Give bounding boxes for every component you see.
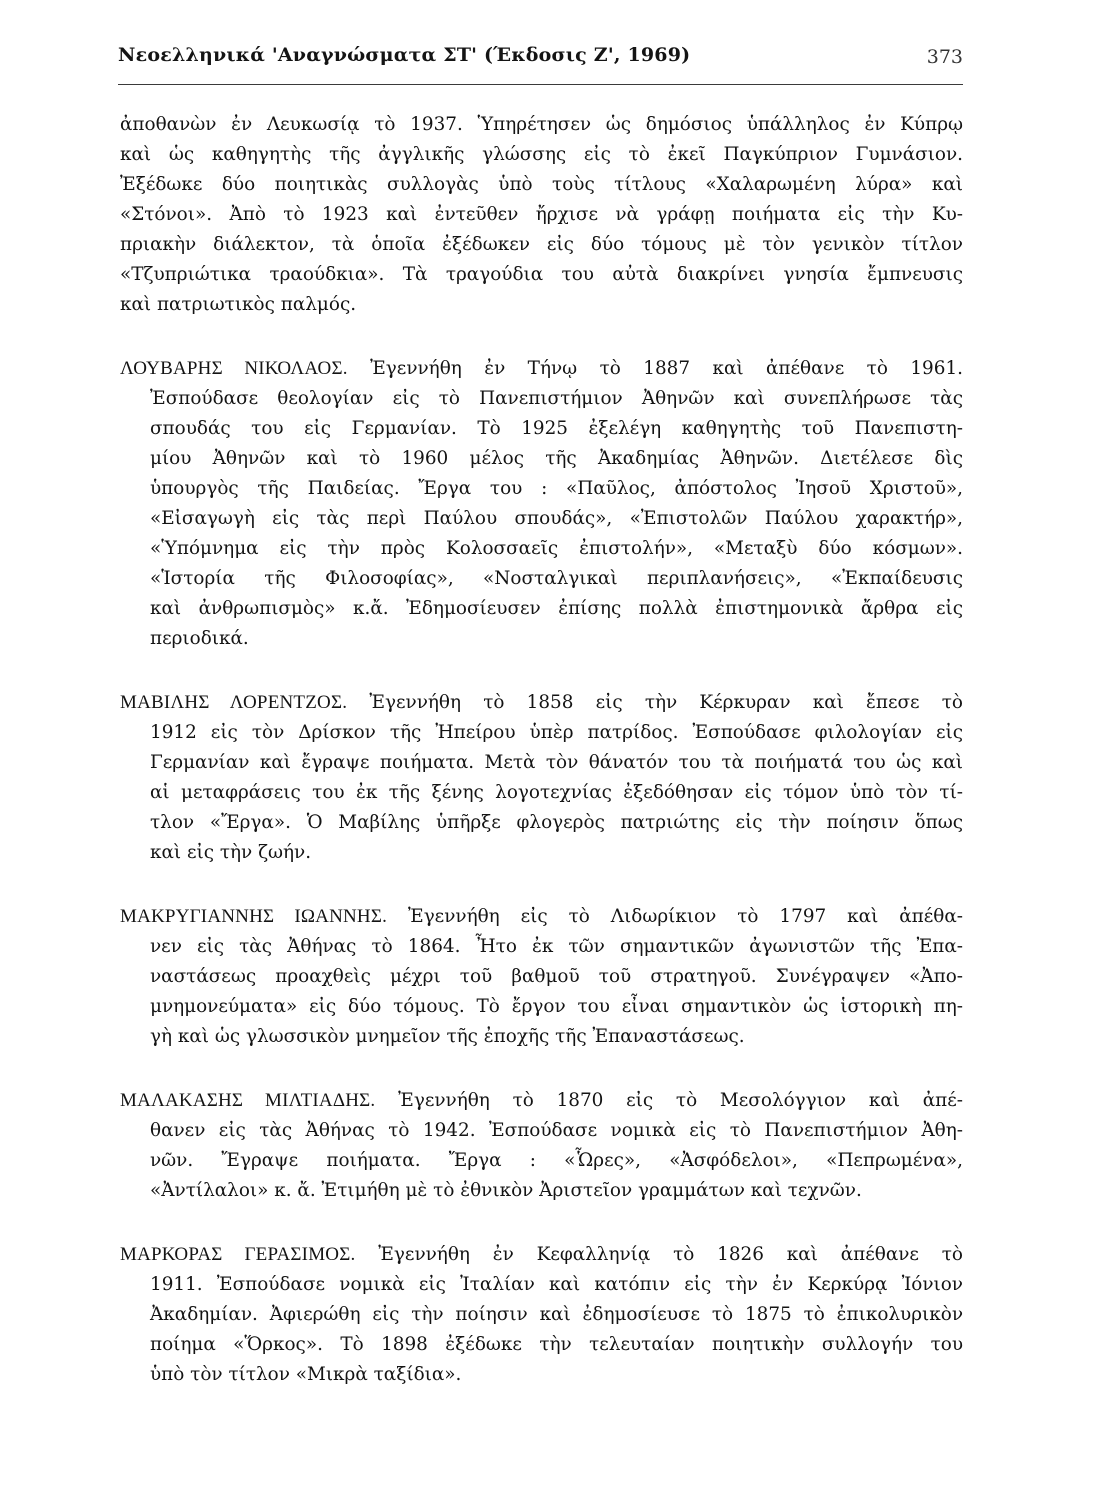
text-line: Ἀκαδημίαν. Ἀφιερώθη εἰς τὴν ποίησιν καὶ ἐδημοσίευσε τὸ 1875 τὸ ἐπικολυρικὸν [150, 1304, 963, 1325]
text-line: θανεν εἰς τὰς Ἀθήνας τὸ 1942. Ἐσπούδασε νομικὰ εἰς τὸ Πανεπιστήμιον Ἀθη- [150, 1120, 963, 1141]
entry-first-line [120, 1240, 963, 1270]
entry-name: ΜΑΡΚΟΡΑΣ ΓΕΡΑΣΙΜΟΣ. [120, 1244, 356, 1265]
text-line: «Στόνοι». Ἀπὸ τὸ 1923 καὶ ἐντεῦθεν ἤρχισε νὰ γράφῃ ποιήματα εἰς τὴν Κυ- [120, 204, 963, 225]
text-line: «Ἀντίλαλοι» κ. ἄ. Ἐτιμήθη μὲ τὸ ἐθνικὸν Ἀριστεῖον γραμμάτων καὶ τεχνῶν. [150, 1180, 862, 1201]
entry-continuation [120, 110, 963, 320]
text-line: καὶ εἰς τὴν ζωήν. [150, 842, 312, 863]
entry-name: ΛΟΥΒΑΡΗΣ ΝΙΚΟΛΑΟΣ. [120, 358, 348, 379]
text-line: «Τζυπριώτικα τραούδκια». Τὰ τραγούδια του αὐτὰ διακρίνει γνησία ἔμπνευσις [120, 264, 963, 285]
text-line: περιοδικά. [150, 628, 249, 649]
entry-name: ΜΑΚΡΥΓΙΑΝΝΗΣ ΙΩΑΝΝΗΣ. [120, 906, 388, 927]
text-line: ὑπὸ τὸν τίτλον «Μικρὰ ταξίδια». [150, 1364, 462, 1385]
text-line: Ἐξέδωκε δύο ποιητικὰς συλλογὰς ὑπὸ τοὺς τίτλους «Χαλαρωμένη λύρα» καὶ [120, 174, 963, 195]
entry-name: ΜΑΒΙΛΗΣ ΛΟΡΕΝΤΖΟΣ. [120, 692, 348, 713]
text-line: σπουδάς του εἰς Γερμανίαν. Τὸ 1925 ἐξελέγη καθηγητὴς τοῦ Πανεπιστη- [150, 418, 963, 439]
text-line: νεν εἰς τὰς Ἀθήνας τὸ 1864. Ἦτο ἐκ τῶν σημαντικῶν ἀγωνιστῶν τῆς Ἐπα- [150, 936, 963, 957]
text-line: πριακὴν διάλεκτον, τὰ ὁποῖα ἐξέδωκεν εἰς δύο τόμους μὲ τὸν γενικὸν τίτλον [120, 234, 963, 255]
text-line: μίου Ἀθηνῶν καὶ τὸ 1960 μέλος τῆς Ἀκαδημίας Ἀθηνῶν. Διετέλεσε δὶς [150, 448, 963, 469]
running-header [118, 44, 963, 88]
text-line: ναστάσεως προαχθεὶς μέχρι τοῦ βαθμοῦ τοῦ στρατηγοῦ. Συνέγραψεν «Ἀπο- [150, 966, 963, 987]
entry-first-text: Ἐγεννήθη εἰς τὸ Λιδωρίκιον τὸ 1797 καὶ ἀπέθα- [387, 906, 963, 927]
entry-first-line [120, 902, 963, 932]
text-line: καὶ ὡς καθηγητὴς τῆς ἀγγλικῆς γλώσσης εἰς τὸ ἐκεῖ Παγκύπριον Γυμνάσιον. [120, 144, 963, 165]
text-line: «Ὑπόμνημα εἰς τὴν πρὸς Κολοσσαεῖς ἐπιστολήν», «Μεταξὺ δύο κόσμων». [150, 538, 963, 559]
text-line: γὴ καὶ ὡς γλωσσικὸν μνημεῖον τῆς ἐποχῆς τῆς Ἐπαναστάσεως. [150, 1026, 745, 1047]
text-line: 1912 εἰς τὸν Δρίσκον τῆς Ἠπείρου ὑπὲρ πατρίδος. Ἐσπούδασε φιλολογίαν εἰς [150, 722, 963, 743]
page-number: 373 [926, 46, 963, 68]
entry-first-text: Ἐγεννήθη ἐν Τήνῳ τὸ 1887 καὶ ἀπέθανε τὸ 1961. [347, 358, 963, 379]
header-rule [118, 84, 963, 85]
entry-name: ΜΑΛΑΚΑΣΗΣ ΜΙΛΤΙΑΔΗΣ. [120, 1090, 376, 1111]
text-line: ποίημα «Ὅρκος». Τὸ 1898 ἐξέδωκε τὴν τελευταίαν ποιητικὴν συλλογήν του [150, 1334, 963, 1355]
entry-first-text: Ἐγεννήθη τὸ 1858 εἰς τὴν Κέρκυραν καὶ ἔπεσε τὸ [347, 692, 963, 713]
text-line: μνημονεύματα» εἰς δύο τόμους. Τὸ ἔργον του εἶναι σημαντικὸν ὡς ἱστορικὴ πη- [150, 996, 963, 1017]
entry-first-line [120, 688, 963, 718]
text-line: νῶν. Ἔγραψε ποιήματα. Ἔργα : «Ὧρες», «Ἀσφόδελοι», «Πεπρωμένα», [150, 1150, 963, 1171]
text-line: Γερμανίαν καὶ ἔγραψε ποιήματα. Μετὰ τὸν θάνατόν του τὰ ποιήματά του ὡς καὶ [150, 752, 963, 773]
entry-malakasis [120, 1086, 963, 1206]
text-line: «Εἰσαγωγὴ εἰς τὰς περὶ Παύλου σπουδάς», «Ἐπιστολῶν Παύλου χαρακτήρ», [150, 508, 963, 529]
text-line: καὶ ἀνθρωπισμὸς» κ.ἄ. Ἐδημοσίευσεν ἐπίσης πολλὰ ἐπιστημονικὰ ἄρθρα εἰς [150, 598, 963, 619]
entry-first-text: Ἐγεννήθη ἐν Κεφαλληνίᾳ τὸ 1826 καὶ ἀπέθανε τὸ [355, 1244, 963, 1265]
entry-louvaris [120, 354, 963, 654]
entry-first-line [120, 354, 963, 384]
text-line: «Ἱστορία τῆς Φιλοσοφίας», «Νοσταλγικαὶ περιπλανήσεις», «Ἐκπαίδευσις [150, 568, 963, 589]
page-body [120, 110, 963, 1390]
text-line: ἀποθανὼν ἐν Λευκωσίᾳ τὸ 1937. Ὑπηρέτησεν ὡς δημόσιος ὑπάλληλος ἐν Κύπρῳ [120, 114, 963, 135]
header-title: Νεοελληνικά 'Αναγνώσματα ΣΤ' (Έκδοσις Ζ', 1969) [118, 44, 691, 66]
entry-makrygiannis [120, 902, 963, 1052]
entry-mavilis [120, 688, 963, 868]
text-line: αἱ μεταφράσεις του ἐκ τῆς ξένης λογοτεχνίας ἐξεδόθησαν εἰς τόμον ὑπὸ τὸν τί- [150, 782, 963, 803]
text-line: 1911. Ἐσπούδασε νομικὰ εἰς Ἰταλίαν καὶ κατόπιν εἰς τὴν ἐν Κερκύρᾳ Ἰόνιον [150, 1274, 963, 1295]
text-line: Ἐσπούδασε θεολογίαν εἰς τὸ Πανεπιστήμιον Ἀθηνῶν καὶ συνεπλήρωσε τὰς [150, 388, 963, 409]
text-line: ὑπουργὸς τῆς Παιδείας. Ἔργα του : «Παῦλος, ἀπόστολος Ἰησοῦ Χριστοῦ», [150, 478, 963, 499]
text-line: τλον «Ἔργα». Ὁ Μαβίλης ὑπῆρξε φλογερὸς πατριώτης εἰς τὴν ποίησιν ὅπως [150, 812, 963, 833]
text-line: καὶ πατριωτικὸς παλμός. [120, 294, 357, 315]
entry-first-line [120, 1086, 963, 1116]
entry-markoras [120, 1240, 963, 1390]
entry-first-text: Ἐγεννήθη τὸ 1870 εἰς τὸ Μεσολόγγιον καὶ ἀπέ- [375, 1090, 963, 1111]
